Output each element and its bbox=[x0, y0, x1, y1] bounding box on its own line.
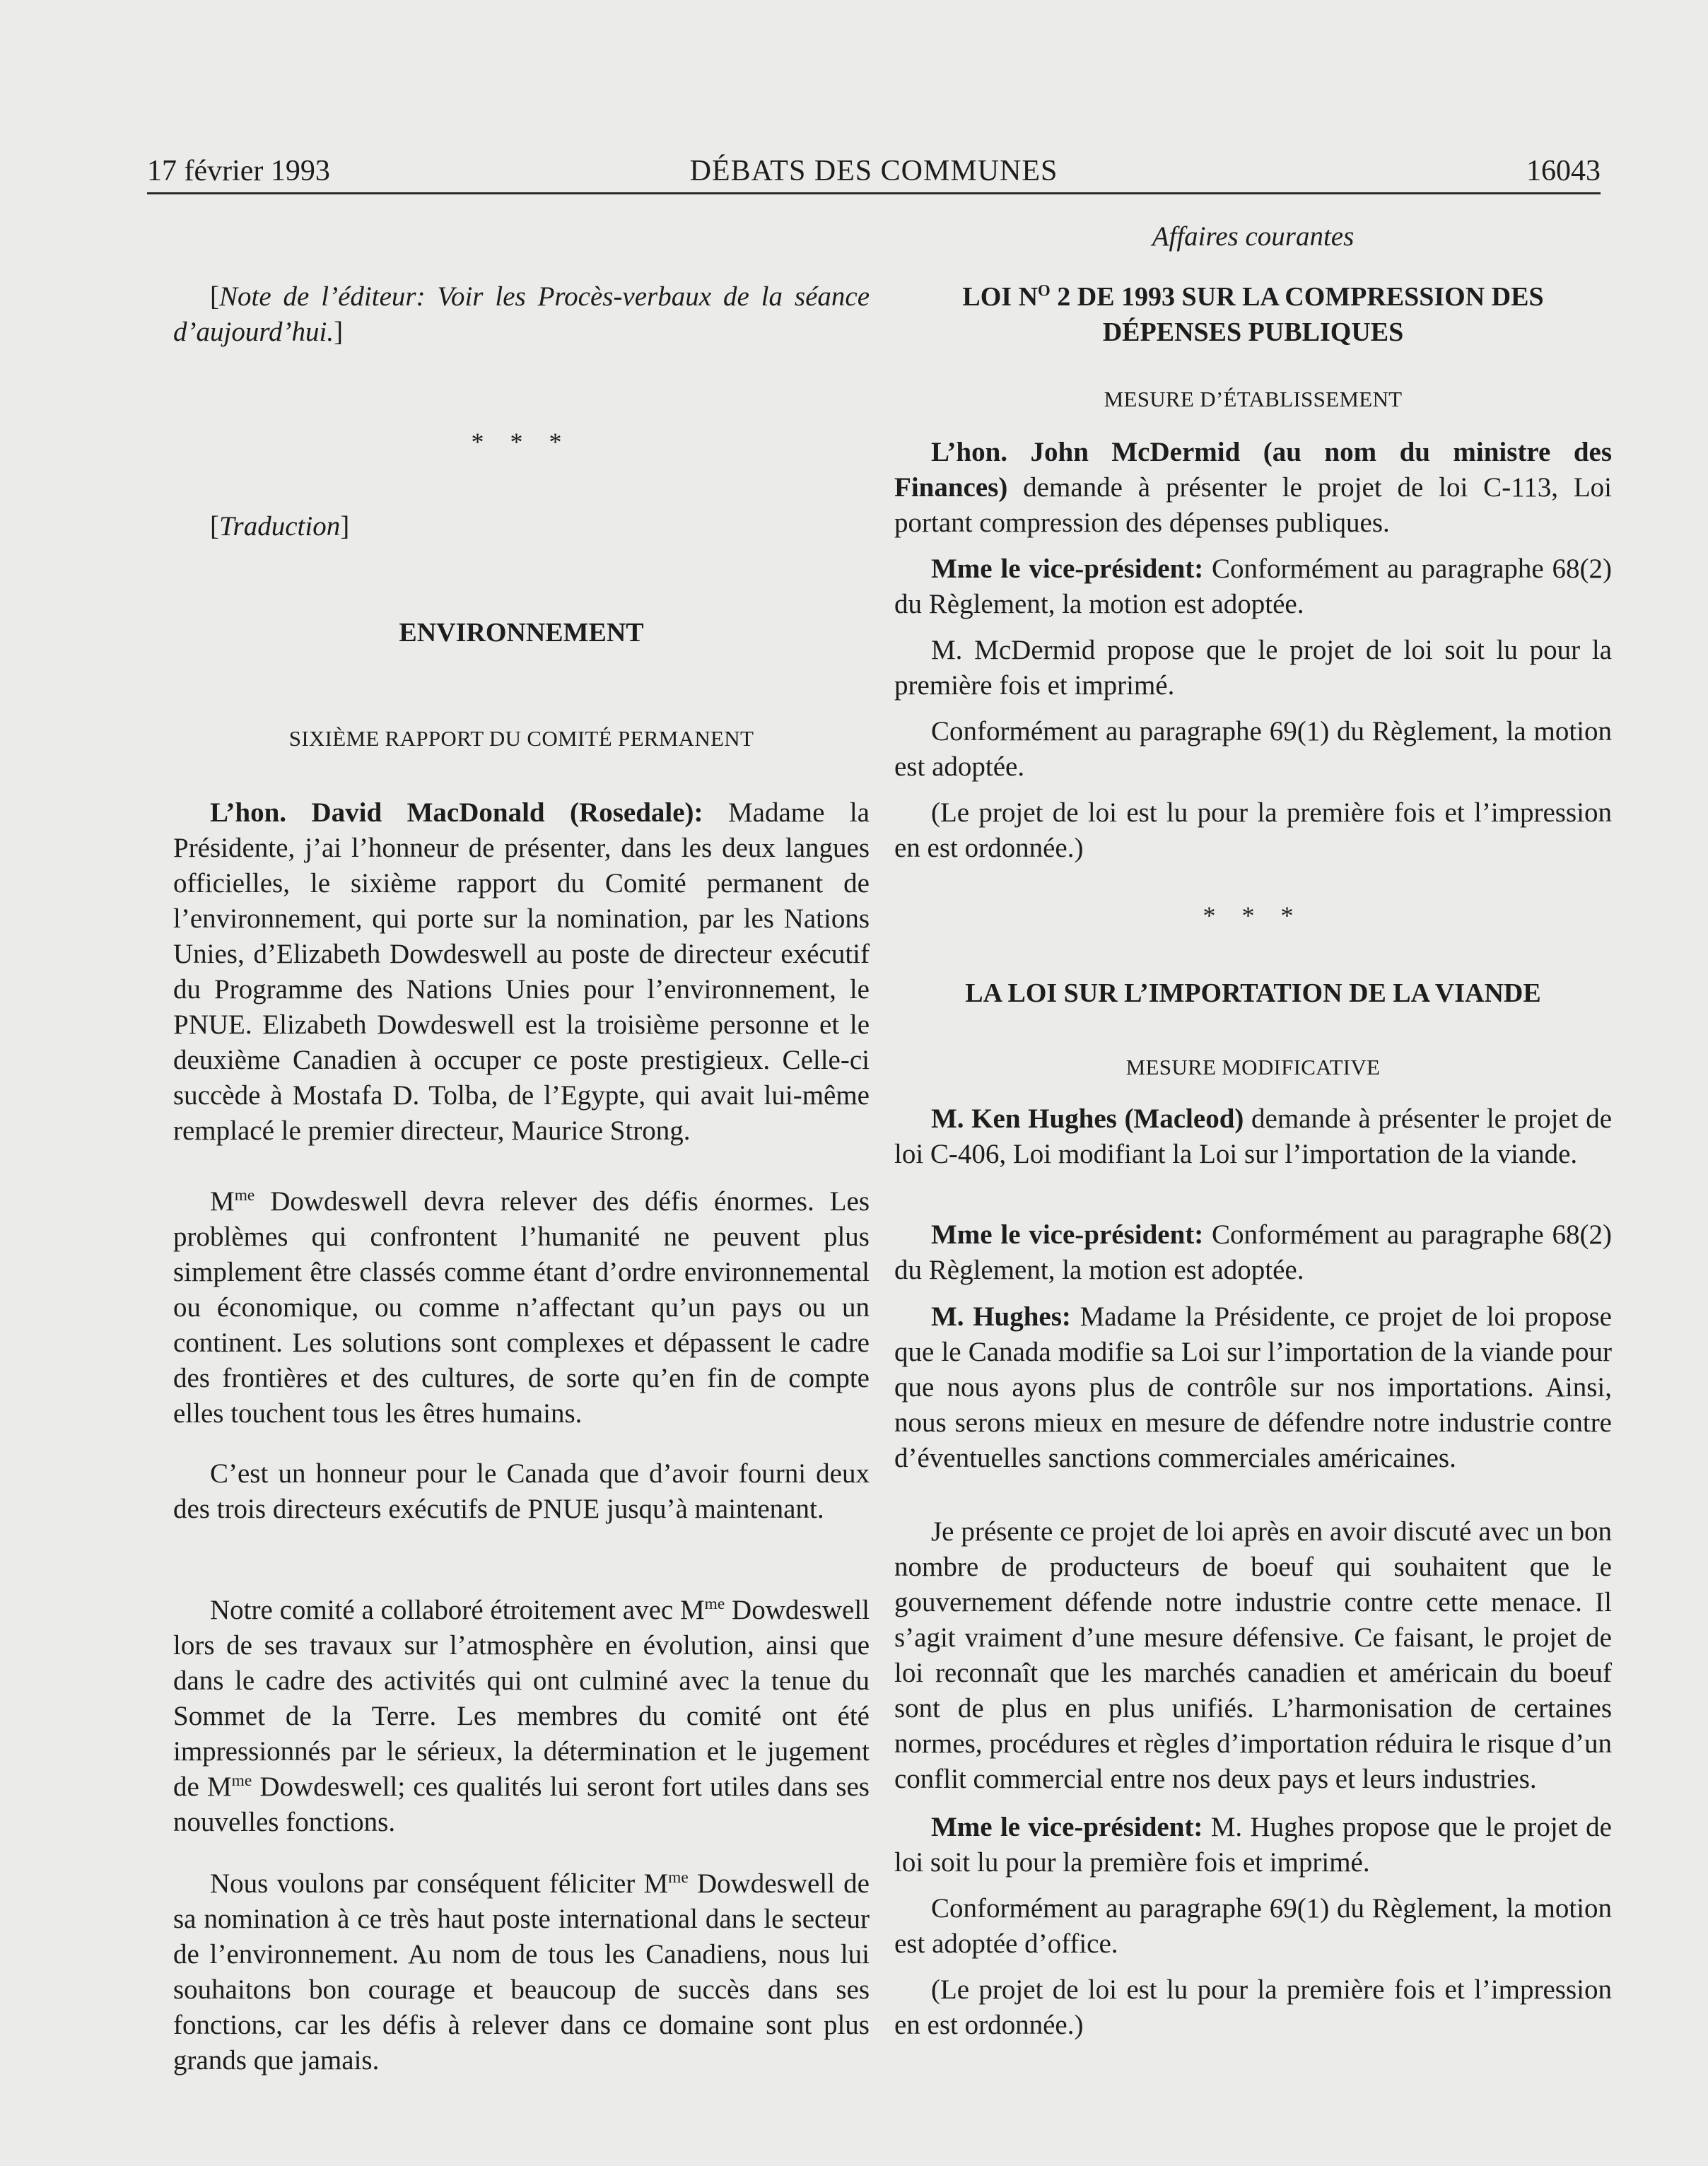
header-rule bbox=[147, 192, 1601, 194]
section-stars-right: * * * bbox=[1203, 901, 1304, 930]
paragraph-collaboration: Notre comité a collaboré étroitement avec $M^{me}$ Dowdeswell lors de ses travaux sur l’atmosphère en évolution, ainsi que dans le cadre des activités qui ont culminé avec la tenue du Sommet de la Terre. Les membres du comité ont été impressionnés par le sérieux, la détermination et le jugement de $M^{me}$ Dowdeswell; ces qualités lui seront fort utiles dans ses nouvelles fonctions. bbox=[173, 1595, 870, 1837]
paragraph-adoptee-office: Conformément au paragraphe 69(1) du Règlement, la motion est adoptée d’office. bbox=[894, 1893, 1612, 1959]
speech-hughes: M. Hughes: Madame la Présidente, ce projet de loi propose que le Canada modifie sa Loi sur l’importation de la viande pour que nous ayons plus de contrôle sur nos importations. Ainsi, nous serons mieux en mesure de défendre notre industrie contre d’éventuelles sanctions commerciales américaines. bbox=[894, 1301, 1612, 1473]
speech-macdonald: L’hon. David MacDonald (Rosedale): Madame la Présidente, j’ai l’honneur de présenter, dans les deux langues officielles, le sixième rapport du Comité permanent de l’environnement, qui porte sur la nomination, par les Nations Unies, d’Elizabeth Dowdeswell au poste de directeur exécutif du Programme des Nations Unies pour l’environnement, le PNUE. Elizabeth Dowdeswell est la troisième personne et le deuxième Canadien à occuper ce poste prestigieux. Celle-ci succède à Mostafa D. Tolba, de l’Egypte, qui avait lui-même remplacé le premier directeur, Maurice Strong. bbox=[173, 797, 870, 1146]
paragraph-mcdermid-propose: M. McDermid propose que le projet de loi soit lu pour la première fois et imprimé. bbox=[894, 635, 1612, 701]
paragraph-producteurs-boeuf: Je présente ce projet de loi après en avoir discuté avec un bon nombre de producteurs de boeuf qui souhaitent que le gouvernement défende notre industrie contre cette menace. Il s’agit vraiment d’une mesure défensive. Ce faisant, le projet de loi reconnaît que les marchés canadien et américain du boeuf sont de plus en plus unifiés. L’harmonisation de certaines normes, procédures et règles d’importation réduira le risque d’un conflit commercial entre nos deux pays et leurs industries. bbox=[894, 1516, 1612, 1794]
speech-vice-president-2: Mme le vice-président: Conformément au paragraphe 68(2) du Règlement, la motion est adoptée. bbox=[894, 1219, 1612, 1285]
subheading-modificative: MESURE MODIFICATIVE bbox=[1125, 1055, 1381, 1079]
speech-hughes-intro: M. Ken Hughes (Macleod) demande à présenter le projet de loi C-406, Loi modifiant la Loi sur l’importation de la viande. bbox=[894, 1104, 1613, 1169]
editor-note: [Note de l’éditeur: Voir les Procès-verbaux de la séance d’aujourd’hui.] bbox=[173, 281, 870, 347]
subheading-etablissement: MESURE D’ÉTABLISSEMENT bbox=[1104, 387, 1403, 411]
paragraph-lu-premiere-fois-1: (Le projet de loi est lu pour la première fois et l’impression en est ordonnée.) bbox=[894, 797, 1612, 863]
speech-mcdermid: L’hon. John McDermid (au nom du ministre des Finances) demande à présenter le projet de loi C-113, Loi portant compression des dépenses publiques. bbox=[894, 437, 1612, 538]
speech-vice-president-3: Mme le vice-président: M. Hughes propose que le projet de loi soit lu pour la première fois et imprimé. bbox=[894, 1812, 1612, 1878]
section-heading-environnement: ENVIRONNEMENT bbox=[399, 618, 644, 648]
paragraph-felicitations: Nous voulons par conséquent féliciter $M^{me}$ Dowdeswell de sa nomination à ce très haut poste international dans le secteur de l’environnement. Au nom de tous les Canadiens, nous lui souhaitons bon courage et beaucoup de succès dans ses fonctions, car les défis à relever dans ce domaine sont plus grands que jamais. bbox=[173, 1868, 870, 2076]
paragraph-dowdeswell-defis: $M^{me}$ Dowdeswell devra relever des défis énormes. Les problèmes qui confrontent l’humanité ne peuvent plus simplement être classés comme étant d’ordre environnemental ou économique, ou comme n’affectant qu’un pays ou un continent. Les solutions sont complexes et dépassent le cadre des frontières et des cultures, de sorte qu’en fin de compte elles touchent tous les êtres humains. bbox=[173, 1186, 870, 1429]
paragraph-lu-premiere-fois-2: (Le projet de loi est lu pour la première fois et l’impression en est ordonnée.) bbox=[894, 1974, 1612, 2040]
header-page-number: 16043 bbox=[1526, 155, 1601, 187]
section-heading-compression: LOI $N^O$ 2 DE 1993 SUR LA COMPRESSION DES DÉPENSES PUBLIQUES bbox=[962, 281, 1544, 347]
subheading-rapport: SIXIÈME RAPPORT DU COMITÉ PERMANENT bbox=[288, 726, 754, 751]
section-stars: * * * bbox=[471, 428, 572, 456]
paragraph-honneur: C’est un honneur pour le Canada que d’avoir fourni deux des trois directeurs exécutifs de PNUE jusqu’à maintenant. bbox=[173, 1458, 870, 1524]
section-heading-viande: LA LOI SUR L’IMPORTATION DE LA VIANDE bbox=[965, 978, 1541, 1008]
header-title: DÉBATS DES COMMUNES bbox=[689, 155, 1058, 187]
paragraph-reglement-69-1: Conformément au paragraphe 69(1) du Règlement, la motion est adoptée. bbox=[894, 716, 1612, 782]
speech-vice-president-1: Mme le vice-président: Conformément au paragraphe 68(2) du Règlement, la motion est adoptée. bbox=[894, 554, 1612, 619]
header-date: 17 février 1993 bbox=[147, 155, 330, 187]
translation-marker: [Traduction] bbox=[210, 511, 350, 542]
rubric-affaires-courantes: Affaires courantes bbox=[1152, 221, 1355, 252]
page-header bbox=[147, 150, 1601, 194]
